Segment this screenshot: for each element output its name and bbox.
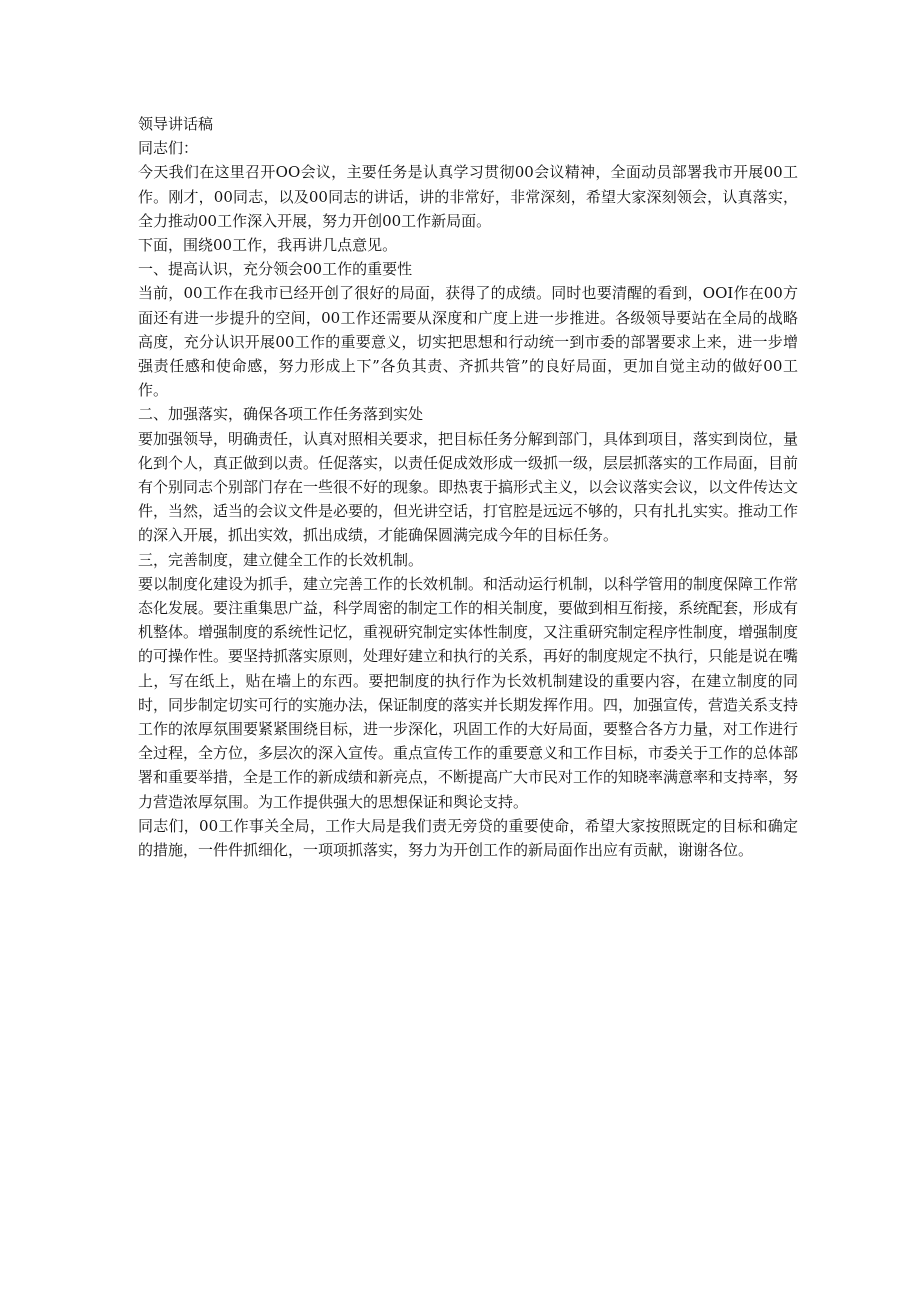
section-heading-1: 一、提高认识，充分领会00工作的重要性 [138,260,413,279]
salutation: 同志们： [138,139,199,158]
paragraph-section-1: 当前，00工作在我市已经开创了很好的局面，获得了的成绩。同时也要清醒的看到，OOI作在00方面还有进一步提升的空间，00工作还需要从深度和广度上进一步推进。各级领导要站在全局的战略高度，充分认识开展00工作的重要意义，切实把思想和行动统一到市委的部署要求上来，进一步增强责任感和使命感，努力形成上下”各负其责、齐抓共管”的良好局面，更加自觉主动的做好00工作。 [138,284,798,400]
paragraph-section-3: 要以制度化建设为抓手，建立完善工作的长效机制。和活动运行机制，以科学管用的制度保障工作常态化发展。要注重集思广益，科学周密的制定工作的相关制度，要做到相互衔接，系统配套，形成有机整体。增强制度的系统性记忆，重视研究制定实体性制度，又注重研究制定程序性制度，增强制度的可操作性。要坚持抓落实原则，处理好建立和执行的关系，再好的制度规定不执行，只能是说在嘴上，写在纸上，贴在墙上的东西。要把制度的执行作为长效机制建设的重要内容，在建立制度的同时，同步制定切实可行的实施办法，保证制度的落实并长期发挥作用。四，加强宣传，营造关系支持工作的浓厚氛围要紧紧围绕目标，进一步深化，巩固工作的大好局面，要整合各方力量，对工作进行全过程，全方位，多层次的深入宣传。重点宣传工作的重要意义和工作目标，市委关于工作的总体部署和重要举措，全是工作的新成绩和新亮点，不断提高广大市民对工作的知晓率满意率和支持率，努力营造浓厚氛围。为工作提供强大的思想保证和舆论支持。 [138,574,799,811]
paragraph-transition: 下面，围绕00工作，我再讲几点意见。 [138,236,398,255]
paragraph-opening: 今天我们在这里召开OO会议，主要任务是认真学习贯彻00会议精神，全面动员部署我市开展00工作。刚才，00同志，以及00同志的讲话，讲的非常好，非常深刻，希望大家深刻领会，认真落实，全力推动00工作深入开展，努力开创00工作新局面。 [138,163,798,230]
section-heading-3: 三，完善制度，建立健全工作的长效机制。 [138,550,424,569]
paragraph-section-2: 要加强领导，明确责任，认真对照相关要求，把目标任务分解到部门，具体到项目，落实到岗位，量化到个人，真正做到以责。任促落实，以责任促成效形成一级抓一级，层层抓落实的工作局面，目前有个别同志个别部门存在一些很不好的现象。即热衷于搞形式主义，以会议落实会议，以文件传达文件，当然，适当的会议文件是必要的，但光讲空话，打官腔是远远不够的，只有扎扎实实。推动工作的深入开展，抓出实效，抓出成绩，才能确保圆满完成今年的目标任务。 [138,429,799,545]
document-body [138,112,798,862]
section-heading-2: 二、加强落实，确保各项工作任务落到实处 [138,405,424,424]
document-title: 领导讲话稿 [138,115,214,133]
paragraph-closing: 同志们，00工作事关全局，工作大局是我们责无旁贷的重要使命，希望大家按照既定的目标和确定的措施，一件件抓细化，一项项抓落实，努力为开创工作的新局面作出应有贡献，谢谢各位。 [138,816,798,860]
